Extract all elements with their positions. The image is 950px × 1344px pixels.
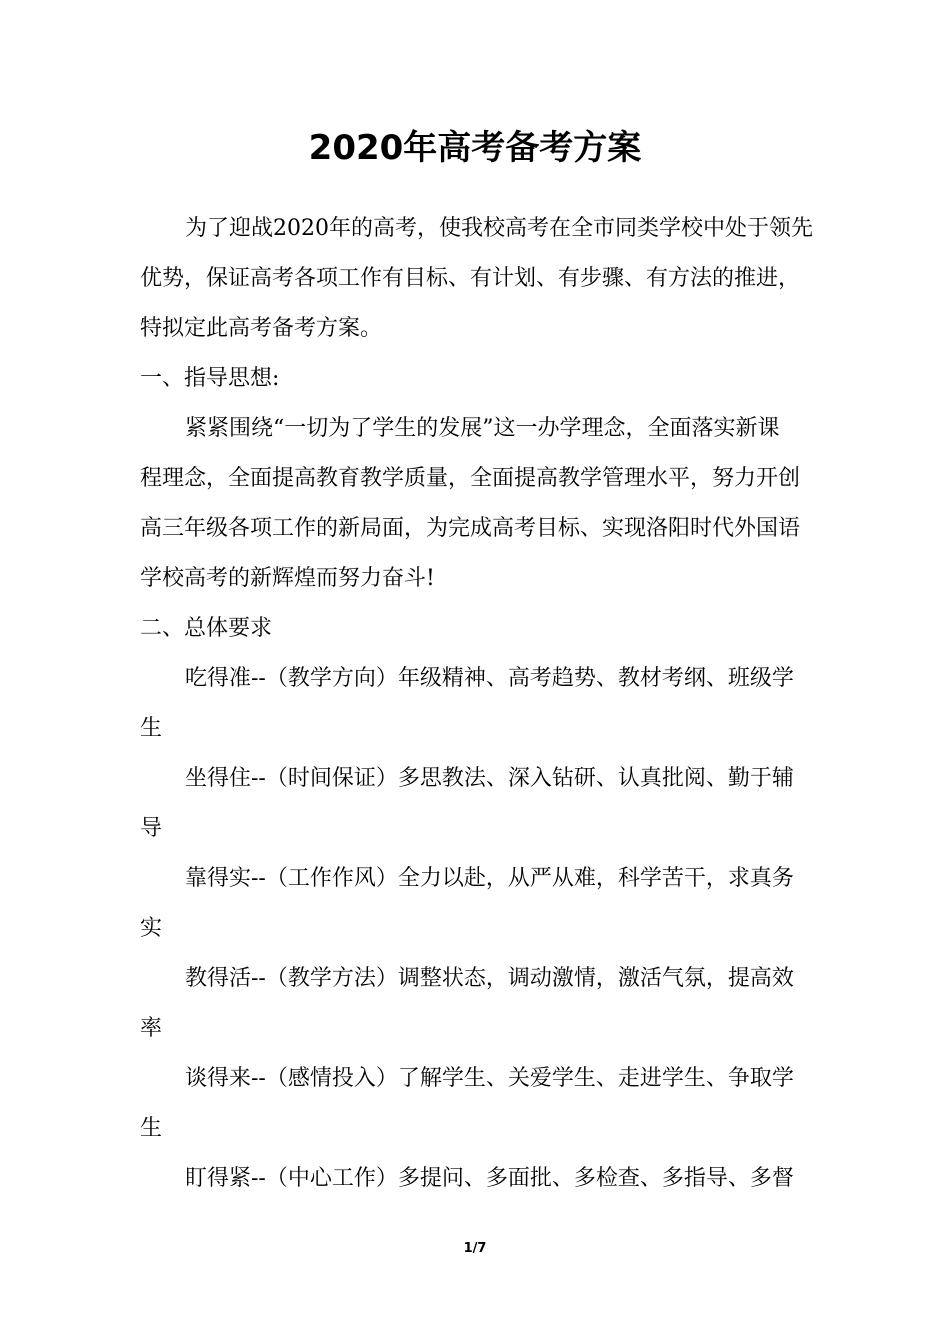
text-line: 紧紧围绕“一切为了学生的发展”这一办学理念，全面落实新课	[185, 416, 780, 441]
text-line: 盯得紧--（中心工作）多提问、多面批、多检查、多指导、多督	[185, 1166, 794, 1191]
text-line: 坐得住--（时间保证）多思教法、深入钻研、认真批阅、勤于辅	[185, 766, 794, 791]
text-line: 谈得来--（感情投入）了解学生、关爱学生、走进学生、争取学	[185, 1066, 794, 1091]
text-line: 教得活--（教学方法）调整状态，调动激情，激活气氛，提高效	[185, 966, 794, 991]
text-line: 为了迎战2020年的高考，使我校高考在全市同类学校中处于领先	[185, 216, 813, 241]
section-heading: 一、指导思想:	[140, 366, 280, 391]
text-line: 生	[140, 1116, 163, 1141]
document-title: 2020年高考备考方案	[308, 128, 642, 168]
text-line: 优势，保证高考各项工作有目标、有计划、有步骤、有方法的推进，	[140, 266, 801, 291]
text-line: 吃得准--（教学方向）年级精神、高考趋势、教材考纲、班级学	[185, 666, 794, 691]
text-line: 导	[140, 816, 163, 841]
page-number: 1/7	[463, 1241, 487, 1256]
section-heading: 二、总体要求	[140, 616, 273, 641]
text-line: 学校高考的新辉煌而努力奋斗!	[140, 566, 435, 591]
text-line: 率	[140, 1016, 163, 1041]
text-line: 特拟定此高考备考方案。	[140, 316, 383, 341]
text-line: 实	[140, 916, 163, 941]
text-line: 程理念，全面提高教育教学质量，全面提高教学管理水平，努力开创	[140, 466, 801, 491]
text-line: 靠得实--（工作作风）全力以赴，从严从难，科学苦干，求真务	[185, 866, 794, 891]
text-line: 高三年级各项工作的新局面，为完成高考目标、实现洛阳时代外国语	[140, 516, 801, 541]
text-line: 生	[140, 716, 163, 741]
